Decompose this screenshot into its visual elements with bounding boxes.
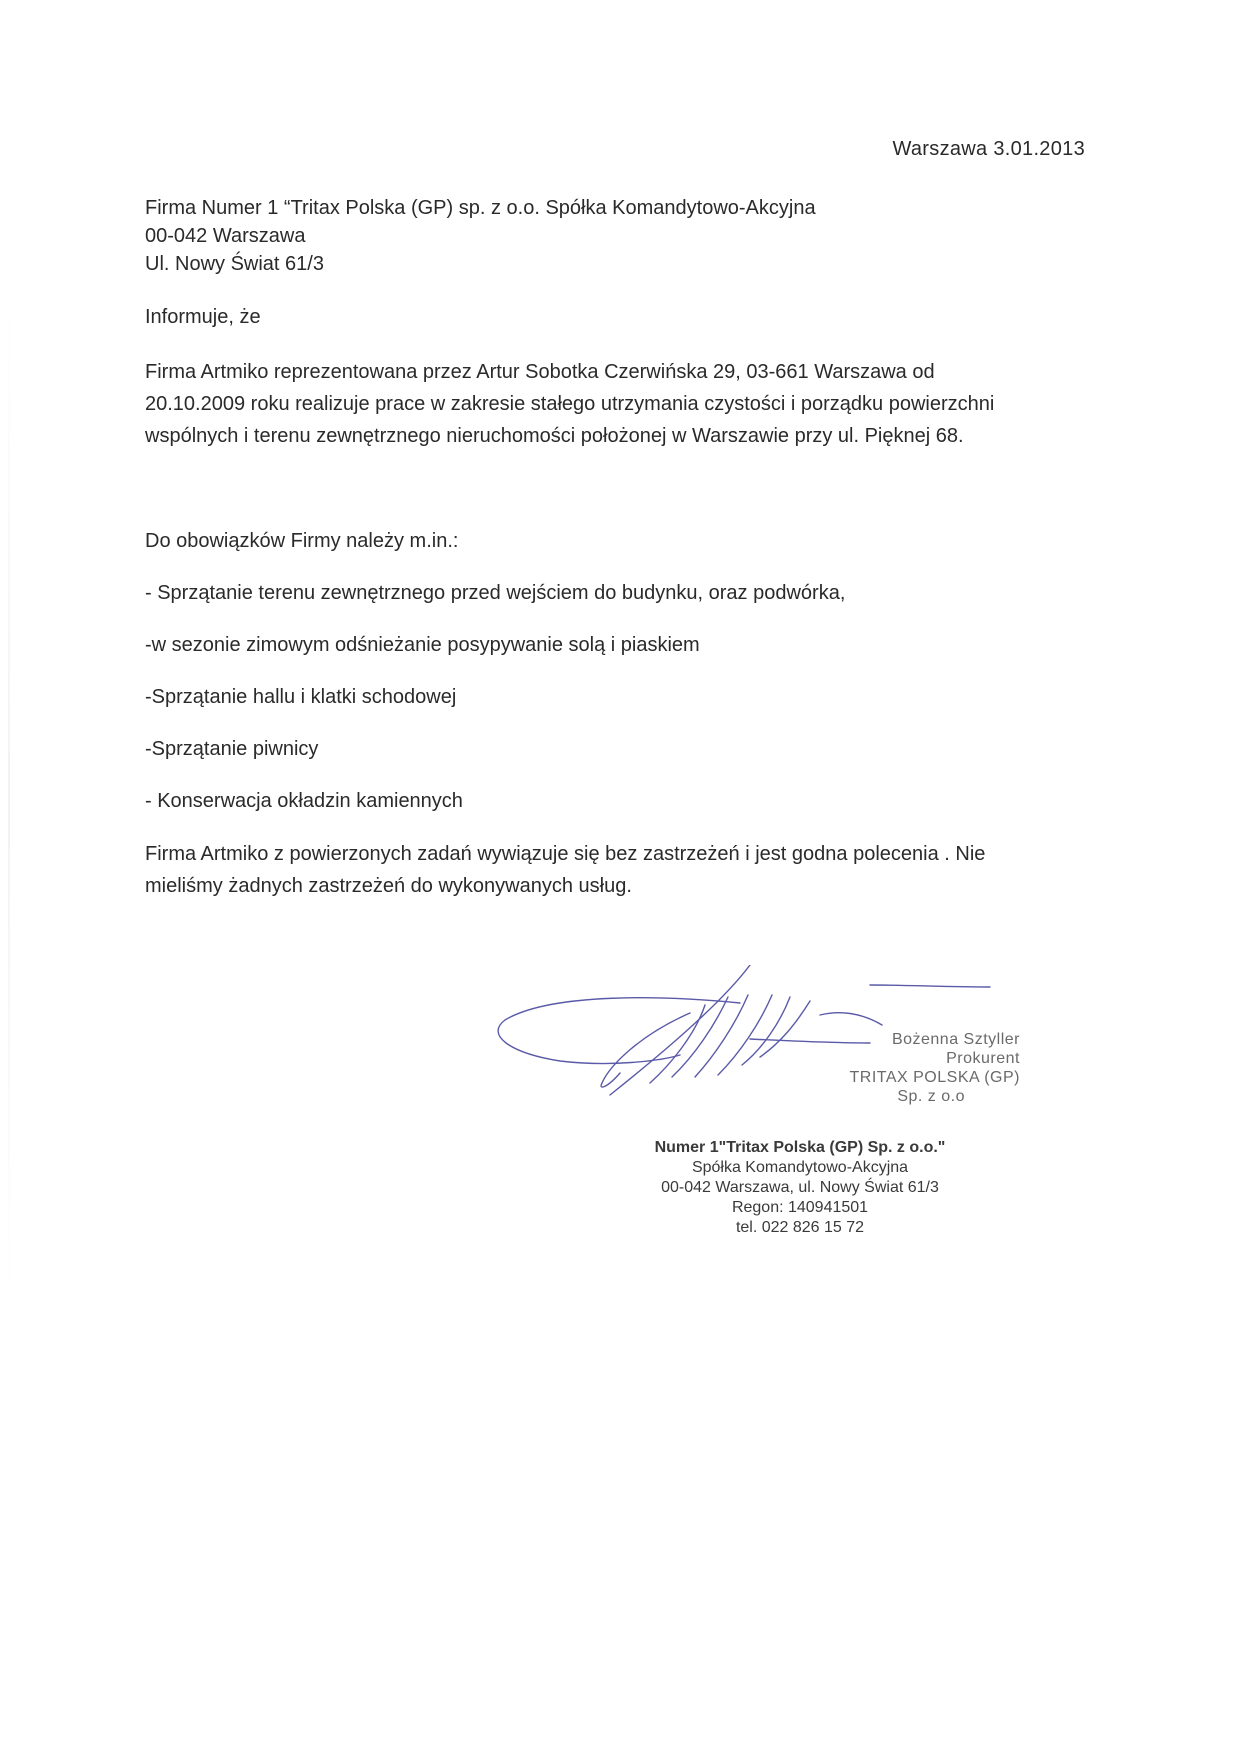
paragraph-line: Firma Artmiko reprezentowana przez Artur Sobotka Czerwińska 29, 03-661 Warszawa od bbox=[145, 361, 935, 383]
signer-role: Prokurent bbox=[946, 1050, 1020, 1067]
paragraph-main bbox=[145, 356, 1045, 452]
paragraph-line: wspólnych i terenu zewnętrznego nieruchomości położonej w Warszawie przy ul. Pięknej 68. bbox=[145, 425, 964, 447]
paragraph-line: 20.10.2009 roku realizuje prace w zakresie stałego utrzymania czystości i porządku powierzchni bbox=[145, 393, 995, 415]
signer-company: TRITAX POLSKA (GP) bbox=[849, 1069, 1020, 1086]
recipient-address bbox=[145, 194, 816, 278]
duty-item: - Konserwacja okładzin kamiennych bbox=[145, 790, 463, 812]
recipient-line: Firma Numer 1 “Tritax Polska (GP) sp. z o.o. Spółka Komandytowo-Akcyjna bbox=[145, 197, 816, 219]
recipient-line: 00-042 Warszawa bbox=[145, 225, 306, 247]
stamp-title: Numer 1"Tritax Polska (GP) Sp. z o.o." bbox=[654, 1139, 946, 1156]
paragraph-line: Firma Artmiko z powierzonych zadań wywiązuje się bez zastrzeżeń i jest godna polecenia . Nie bbox=[145, 843, 986, 865]
scan-edge-shadow bbox=[8, 300, 10, 1300]
stamp-line: 00-042 Warszawa, ul. Nowy Świat 61/3 bbox=[661, 1179, 939, 1196]
signer-company-form: Sp. z o.o bbox=[897, 1088, 965, 1105]
recipient-line: Ul. Nowy Świat 61/3 bbox=[145, 253, 324, 275]
paragraph-line: mieliśmy żadnych zastrzeżeń do wykonywanych usług. bbox=[145, 875, 632, 897]
stamp-line: tel. 022 826 15 72 bbox=[735, 1219, 865, 1236]
closing-paragraph bbox=[145, 838, 1045, 902]
intro-line: Informuje, że bbox=[145, 306, 261, 328]
duty-item: -w sezonie zimowym odśnieżanie posypywanie solą i piaskiem bbox=[145, 634, 700, 656]
duty-item: -Sprzątanie hallu i klatki schodowej bbox=[145, 686, 457, 708]
duty-item: - Sprzątanie terenu zewnętrznego przed wejściem do budynku, oraz podwórka, bbox=[145, 582, 846, 604]
signer-stamp bbox=[780, 1030, 1020, 1106]
duty-item: -Sprzątanie piwnicy bbox=[145, 738, 319, 760]
stamp-line: Spółka Komandytowo-Akcyjna bbox=[691, 1159, 909, 1176]
company-stamp bbox=[610, 1138, 990, 1238]
signer-name: Bożenna Sztyller bbox=[891, 1031, 1020, 1048]
duties-heading: Do obowiązków Firmy należy m.in.: bbox=[145, 530, 459, 552]
stamp-line: Regon: 140941501 bbox=[731, 1199, 869, 1216]
letter-date: Warszawa 3.01.2013 bbox=[892, 138, 1085, 160]
